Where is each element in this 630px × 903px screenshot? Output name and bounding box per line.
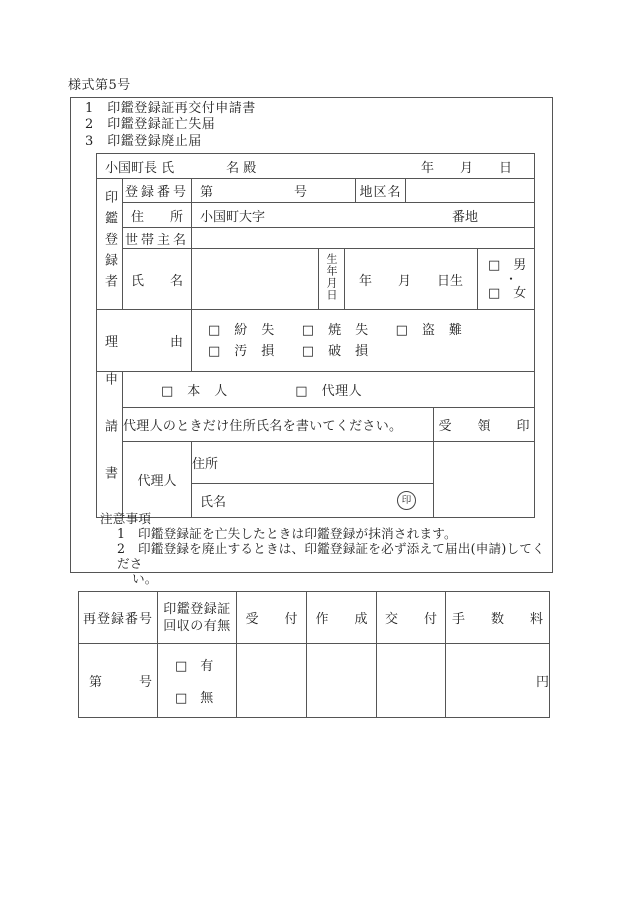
reason-options-cell bbox=[192, 310, 535, 372]
address-prefix: 小国町大字 bbox=[200, 209, 266, 225]
notes-section bbox=[100, 511, 548, 586]
registrant-section-label-cell bbox=[97, 179, 123, 310]
create-cell bbox=[307, 644, 377, 718]
agent-name-label: 氏名 bbox=[200, 495, 227, 510]
applicant-section-label-cell bbox=[97, 372, 123, 518]
reissue-number-suffix: 号 bbox=[138, 675, 152, 690]
reissue-number-cell bbox=[79, 644, 158, 718]
birth-label: 生年月日 bbox=[325, 253, 338, 301]
office-use-table bbox=[78, 591, 550, 718]
name-label: 氏 名 bbox=[123, 249, 192, 310]
address-label: 住 所 bbox=[123, 203, 192, 228]
district-value-cell bbox=[406, 179, 535, 203]
sex-separator-dot: ・ bbox=[505, 271, 518, 286]
issue-header: 交 付 bbox=[377, 592, 446, 644]
fee-cell: 円 bbox=[446, 644, 550, 718]
note-item-continuation: い。 bbox=[132, 571, 158, 586]
registrant-section-label: 印鑑登録者 bbox=[102, 189, 117, 295]
fee-header: 手 数 料 bbox=[446, 592, 550, 644]
certificate-collection-header-line2: 回収の有無 bbox=[163, 618, 231, 634]
receipt-seal-label: 受 領 印 bbox=[434, 408, 535, 442]
seal-mark-icon bbox=[397, 491, 416, 510]
address-value-cell bbox=[192, 203, 535, 228]
create-header: 作 成 bbox=[307, 592, 377, 644]
note-item: 2 印鑑登録を廃止するときは、印鑑登録証を必ず添えて届出(申請)してくださ bbox=[117, 541, 545, 571]
reason-label: 理 由 bbox=[97, 310, 192, 372]
collection-yes-option: □ 有 bbox=[175, 659, 214, 674]
householder-value-cell bbox=[192, 228, 535, 249]
reg-number-prefix: 第 bbox=[200, 185, 214, 200]
reissue-number-prefix: 第 bbox=[89, 675, 103, 690]
reason-options-line2: □ 汚 損 □ 破 損 bbox=[208, 343, 369, 359]
agent-address-label: 住所 bbox=[192, 442, 434, 484]
issue-cell bbox=[377, 644, 446, 718]
notes-title: 注意事項 bbox=[100, 511, 152, 526]
householder-label: 世帯主名 bbox=[123, 228, 192, 249]
birth-label-cell bbox=[319, 249, 345, 310]
sex-cell bbox=[478, 249, 535, 310]
reason-options-line1: □ 紛 失 □ 焼 失 □ 盗 難 bbox=[208, 322, 463, 338]
district-label: 地区名 bbox=[356, 179, 406, 203]
receipt-seal-cell bbox=[434, 442, 535, 518]
name-value-cell bbox=[192, 249, 319, 310]
collection-options-cell bbox=[158, 644, 237, 718]
sex-male-option: □ 男 bbox=[488, 257, 527, 273]
application-table bbox=[96, 153, 535, 518]
applicant-section-label: 申請書 bbox=[102, 372, 117, 513]
reg-number-label: 登録番号 bbox=[123, 179, 192, 203]
accept-cell bbox=[237, 644, 307, 718]
date-text: 年 月 日 bbox=[421, 160, 513, 176]
birth-value-cell: 年 月 日生 bbox=[345, 249, 478, 310]
collection-no-option: □ 無 bbox=[175, 691, 214, 706]
reissue-number-header: 再登録番号 bbox=[79, 592, 158, 644]
seal-mark-text: 印 bbox=[401, 494, 412, 506]
document-type-item: 1 印鑑登録証再交付申請書 bbox=[85, 101, 256, 116]
addressee-cell bbox=[97, 154, 535, 179]
form-number-label: 様式第5号 bbox=[68, 78, 131, 93]
certificate-collection-header bbox=[158, 592, 237, 644]
applicant-type-options: □ 本 人 □ 代理人 bbox=[161, 384, 363, 399]
note-item: 1 印鑑登録証を亡失したときは印鑑登録が抹消されます。 bbox=[117, 526, 457, 541]
sex-female-option: □ 女 bbox=[488, 285, 527, 301]
reg-number-value-cell bbox=[192, 179, 356, 203]
agent-instruction: 代理人のときだけ住所氏名を書いてください。 bbox=[123, 408, 434, 442]
accept-header: 受 付 bbox=[237, 592, 307, 644]
document-type-item: 2 印鑑登録証亡失届 bbox=[85, 117, 216, 133]
reg-number-suffix: 号 bbox=[293, 185, 307, 200]
applicant-type-cell bbox=[123, 372, 535, 408]
agent-label: 代理人 bbox=[123, 442, 192, 518]
addressee-text: 小国町長 氏 名 殿 bbox=[105, 160, 257, 176]
address-suffix: 番地 bbox=[452, 209, 479, 225]
document-type-item: 3 印鑑登録廃止届 bbox=[85, 133, 202, 149]
certificate-collection-header-line1: 印鑑登録証 bbox=[163, 601, 231, 617]
document-type-list bbox=[85, 101, 256, 150]
